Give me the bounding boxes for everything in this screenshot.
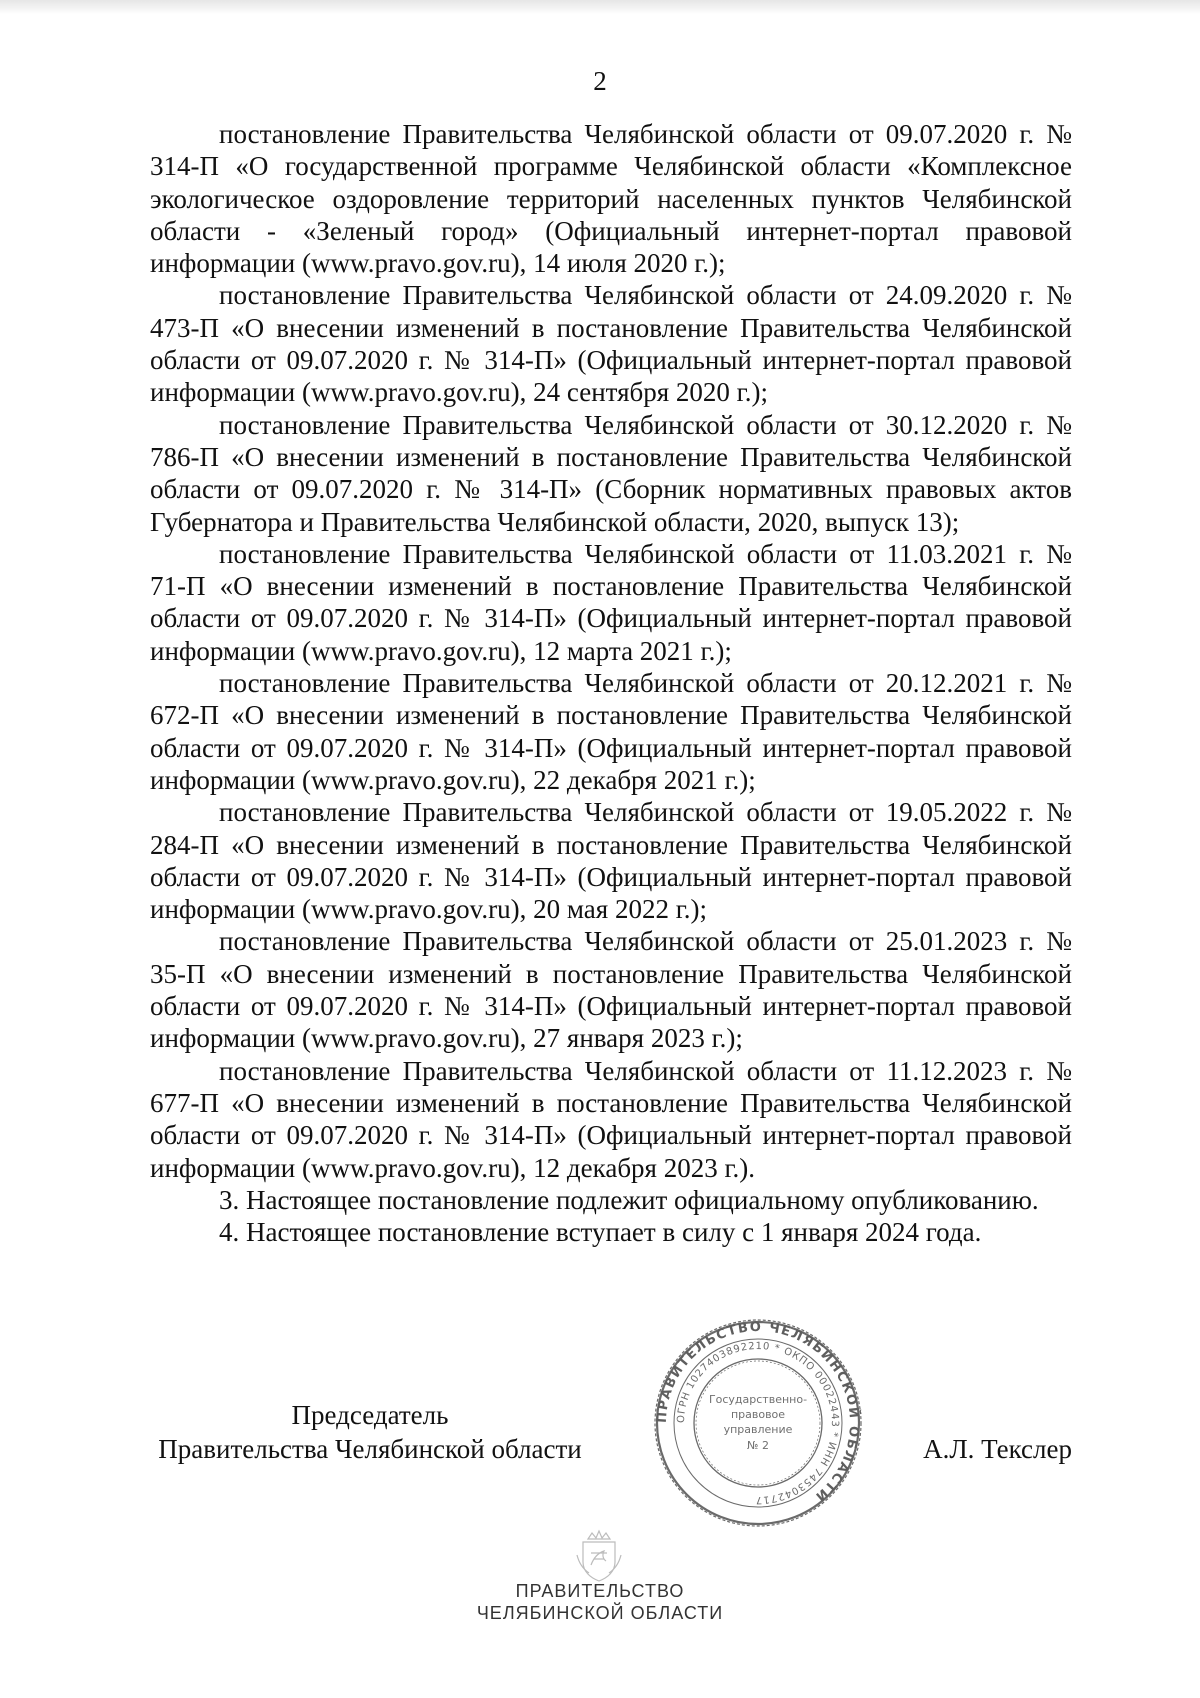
paragraph-resolution-672: постановление Правительства Челябинской области от 20.12.2021 г. № 672-П «О внесении изменений в постановление Правительства Челябинской области от 09.07.2020 г. № 314-П» (Официальный интернет-портал правовой информации (www.pravo.gov.ru), 22 декабря 2021 г.); (150, 668, 1072, 795)
organization-footer (0, 1580, 1200, 1624)
signatory-name: А.Л. Текслер (923, 1434, 1072, 1464)
paragraph-resolution-786: постановление Правительства Челябинской области от 30.12.2020 г. № 786-П «О внесении изменений в постановление Правительства Челябинской области от 09.07.2020 г. № 314-П» (Сборник нормативных правовых актов Губернатора и Правительства Челябинской области, 2020, выпуск 13); (150, 409, 1072, 537)
organization-footer-line-2: ЧЕЛЯБИНСКОЙ ОБЛАСТИ (476, 1603, 724, 1623)
signatory-role-line-2: Правительства Челябинской области (158, 1434, 582, 1464)
seal-inner-text: ОГРН 1027403892210 * ОКПО 00022443 * ИНН 7453042717 (675, 1340, 841, 1506)
coat-of-arms-icon (572, 1525, 626, 1583)
seal-center-line-2: правовое (730, 1408, 786, 1421)
paragraph-resolution-473: постановление Правительства Челябинской области от 24.09.2020 г. № 473-П «О внесении изменений в постановление Правительства Челябинской области от 09.07.2020 г. № 314-П» (Официальный интернет-портал правовой информации (www.pravo.gov.ru), 24 сентября 2020 г.); (150, 280, 1072, 408)
scan-edge-shadow (0, 0, 1200, 14)
organization-footer-line-1: ПРАВИТЕЛЬСТВО (515, 1581, 685, 1601)
signature-block (150, 1398, 1072, 1478)
signatory-role-line-1: Председатель (291, 1400, 449, 1430)
paragraph-resolution-284: постановление Правительства Челябинской области от 19.05.2022 г. № 284-П «О внесении изменений в постановление Правительства Челябинской области от 09.07.2020 г. № 314-П» (Официальный интернет-портал правовой информации (www.pravo.gov.ru), 20 мая 2022 г.); (150, 797, 1072, 925)
page-number: 2 (593, 66, 607, 96)
document-body (150, 118, 1072, 1248)
paragraph-resolution-35: постановление Правительства Челябинской области от 25.01.2023 г. № 35-П «О внесении изменений в постановление Правительства Челябинской области от 09.07.2020 г. № 314-П» (Официальный интернет-портал правовой информации (www.pravo.gov.ru), 27 января 2023 г.); (150, 926, 1072, 1054)
signatory-title (150, 1398, 590, 1466)
seal-outer-text: ПРАВИТЕЛЬСТВО ЧЕЛЯБИНСКОЙ ОБЛАСТИ (654, 1319, 862, 1505)
paragraph-resolution-677: постановление Правительства Челябинской области от 11.12.2023 г. № 677-П «О внесении изменений в постановление Правительства Челябинской области от 09.07.2020 г. № 314-П» (Официальный интернет-портал правовой информации (www.pravo.gov.ru), 12 декабря 2023 г.). (150, 1055, 1072, 1183)
paragraph-resolution-314: постановление Правительства Челябинской области от 09.07.2020 г. № 314-П «О государственной программе Челябинской области «Комплексное экологическое оздоровление территорий населенных пунктов Челябинской области - «Зеленый город» (Официальный интернет-портал правовой информации (www.pravo.gov.ru), 14 июля 2020 г.); (150, 119, 1072, 279)
clause-4-effective-date: 4. Настоящее постановление вступает в силу с 1 января 2024 года. (219, 1217, 982, 1248)
paragraph-resolution-71: постановление Правительства Челябинской области от 11.03.2021 г. № 71-П «О внесении изменений в постановление Правительства Челябинской области от 09.07.2020 г. № 314-П» (Официальный интернет-портал правовой информации (www.pravo.gov.ru), 12 марта 2021 г.); (150, 538, 1072, 666)
clause-3-publication: 3. Настоящее постановление подлежит официальному опубликованию. (219, 1184, 1039, 1215)
seal-center-line-3: управление (723, 1423, 793, 1436)
seal-center-line-1: Государственно- (708, 1393, 808, 1406)
seal-center-line-4: № 2 (747, 1439, 769, 1452)
official-seal-stamp (648, 1318, 868, 1528)
